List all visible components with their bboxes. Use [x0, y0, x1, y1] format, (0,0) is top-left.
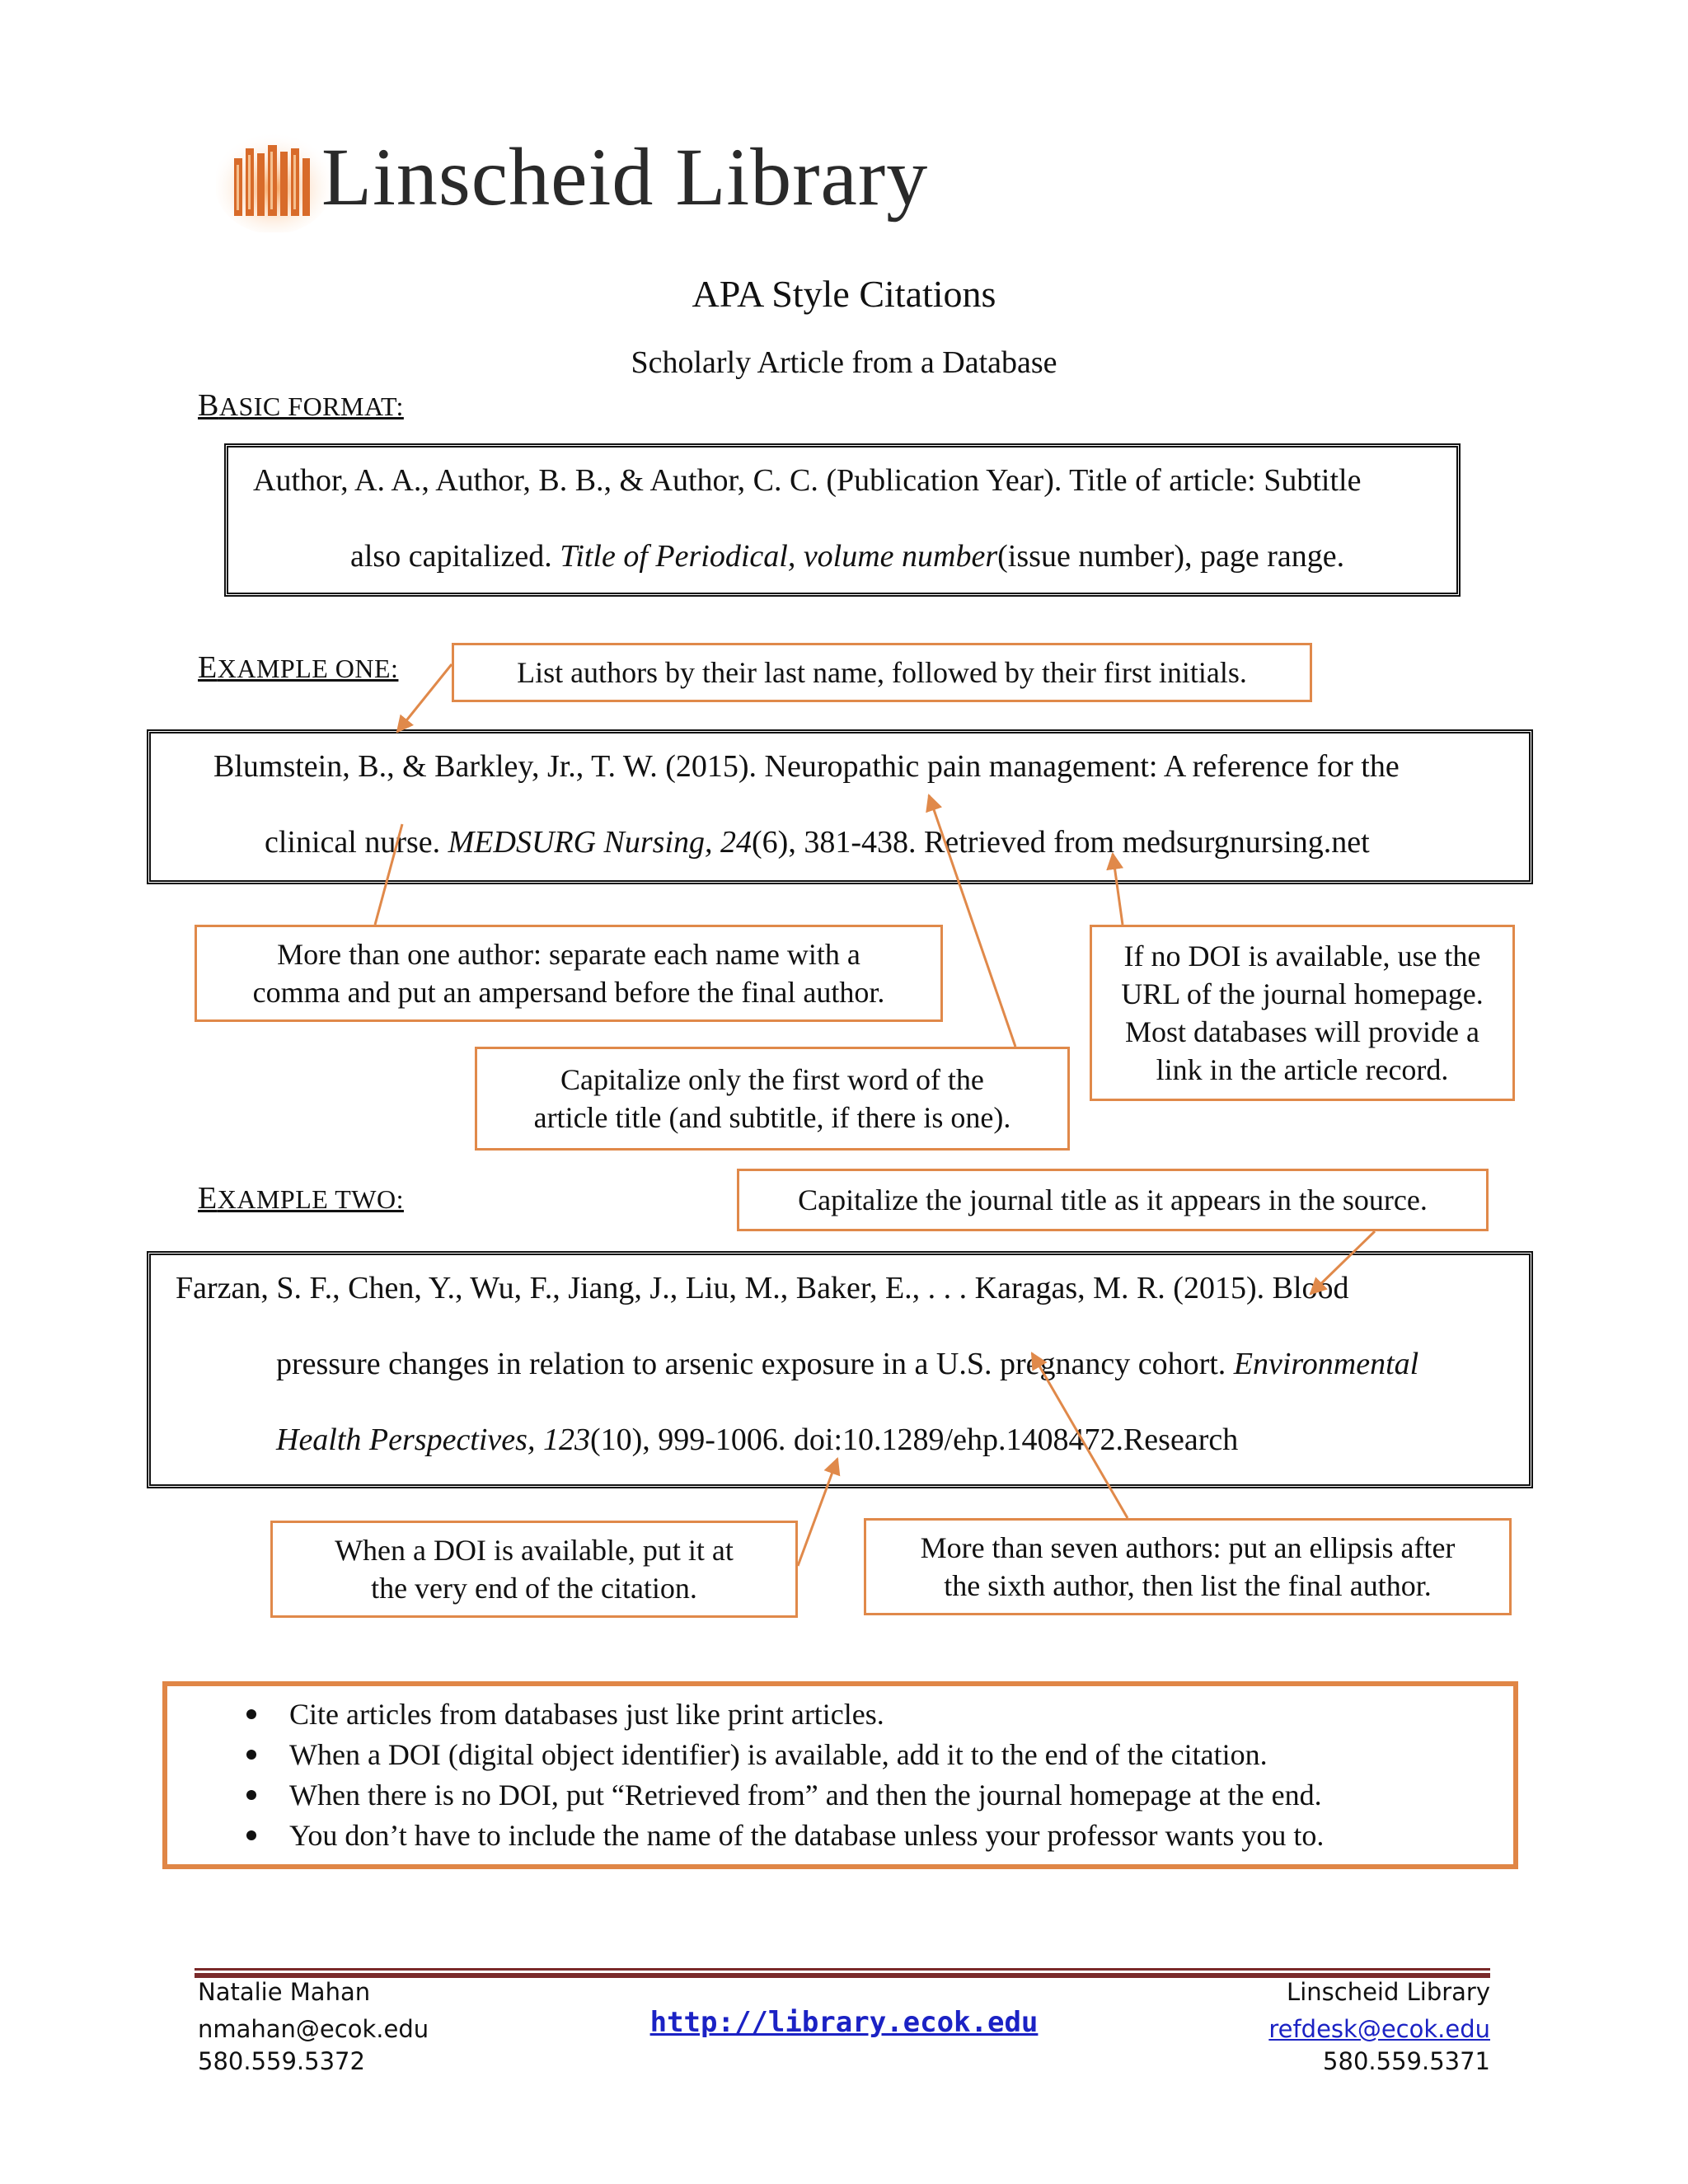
basic-format-line2: also capitalized. Title of Periodical, volume number(issue number), page range.: [350, 539, 1345, 574]
summary-item: Cite articles from databases just like print articles.: [289, 1694, 1513, 1735]
note-multiple-authors: More than one author: separate each name with a comma and put an ampersand before the final author.: [195, 925, 943, 1022]
books-logo-icon: [216, 125, 335, 232]
footer-left-name: Natalie Mahan: [198, 1978, 371, 2006]
arrow-last-name: [397, 664, 452, 732]
note-doi-end: When a DOI is available, put it at the very end of the citation.: [270, 1521, 798, 1618]
example-two-box: [147, 1251, 1533, 1488]
page-title: APA Style Citations: [692, 273, 996, 315]
footer-right-name: Linscheid Library: [1287, 1978, 1490, 2006]
library-logo: [216, 115, 1048, 239]
example-one-box: [147, 729, 1533, 884]
footer-divider: [195, 1968, 1490, 1978]
example-two-line1: Farzan, S. F., Chen, Y., Wu, F., Jiang, J., Liu, M., Baker, E., . . . Karagas, M. R. (2015). Blood: [176, 1271, 1349, 1305]
basic-format-label: BASIC FORMAT:: [198, 388, 404, 423]
note-capitalize-title: Capitalize only the first word of the article title (and subtitle, if there is one).: [475, 1047, 1070, 1151]
basic-format-line1: Author, A. A., Author, B. B., & Author, C. C. (Publication Year). Title of article: Subtitle: [253, 463, 1362, 498]
example-two-label: EXAMPLE TWO:: [198, 1181, 404, 1216]
logo-text: Linscheid Library: [321, 131, 929, 223]
page-subtitle: Scholarly Article from a Database: [631, 345, 1057, 380]
summary-box: [162, 1681, 1518, 1869]
summary-list: [167, 1686, 1513, 1856]
example-two-line2: pressure changes in relation to arsenic exposure in a U.S. pregnancy cohort. Environmental: [276, 1347, 1419, 1381]
note-journal-title: Capitalize the journal title as it appears in the source.: [737, 1169, 1489, 1231]
footer-right-phone: 580.559.5371: [1323, 2047, 1490, 2075]
basic-format-box: [224, 443, 1461, 597]
footer-left-email: nmahan@ecok.edu: [198, 2015, 429, 2043]
note-last-name-initials: List authors by their last name, followed by their first initials.: [452, 643, 1312, 702]
example-two-line3: Health Perspectives, 123(10), 999-1006. doi:10.1289/ehp.1408472.Research: [276, 1422, 1239, 1457]
summary-item: You don’t have to include the name of the database unless your professor wants you to.: [289, 1816, 1513, 1856]
footer-left-phone: 580.559.5372: [198, 2047, 365, 2075]
note-seven-authors: More than seven authors: put an ellipsis after the sixth author, then list the final author.: [864, 1518, 1512, 1615]
example-one-line1: Blumstein, B., & Barkley, Jr., T. W. (2015). Neuropathic pain management: A reference for the: [213, 749, 1400, 784]
footer-right-email[interactable]: refdesk@ecok.edu: [1268, 2015, 1490, 2043]
example-one-label: EXAMPLE ONE:: [198, 650, 399, 685]
summary-item: When there is no DOI, put “Retrieved from” and then the journal homepage at the end.: [289, 1775, 1513, 1816]
footer-library-link[interactable]: http://library.ecok.edu: [649, 2006, 1039, 2039]
summary-item: When a DOI (digital object identifier) is available, add it to the end of the citation.: [289, 1735, 1513, 1775]
note-no-doi: If no DOI is available, use the URL of the journal homepage. Most databases will provide a link in the article record.: [1090, 925, 1515, 1101]
example-one-line2: clinical nurse. MEDSURG Nursing, 24(6), 381-438. Retrieved from medsurgnursing.net: [265, 825, 1370, 860]
